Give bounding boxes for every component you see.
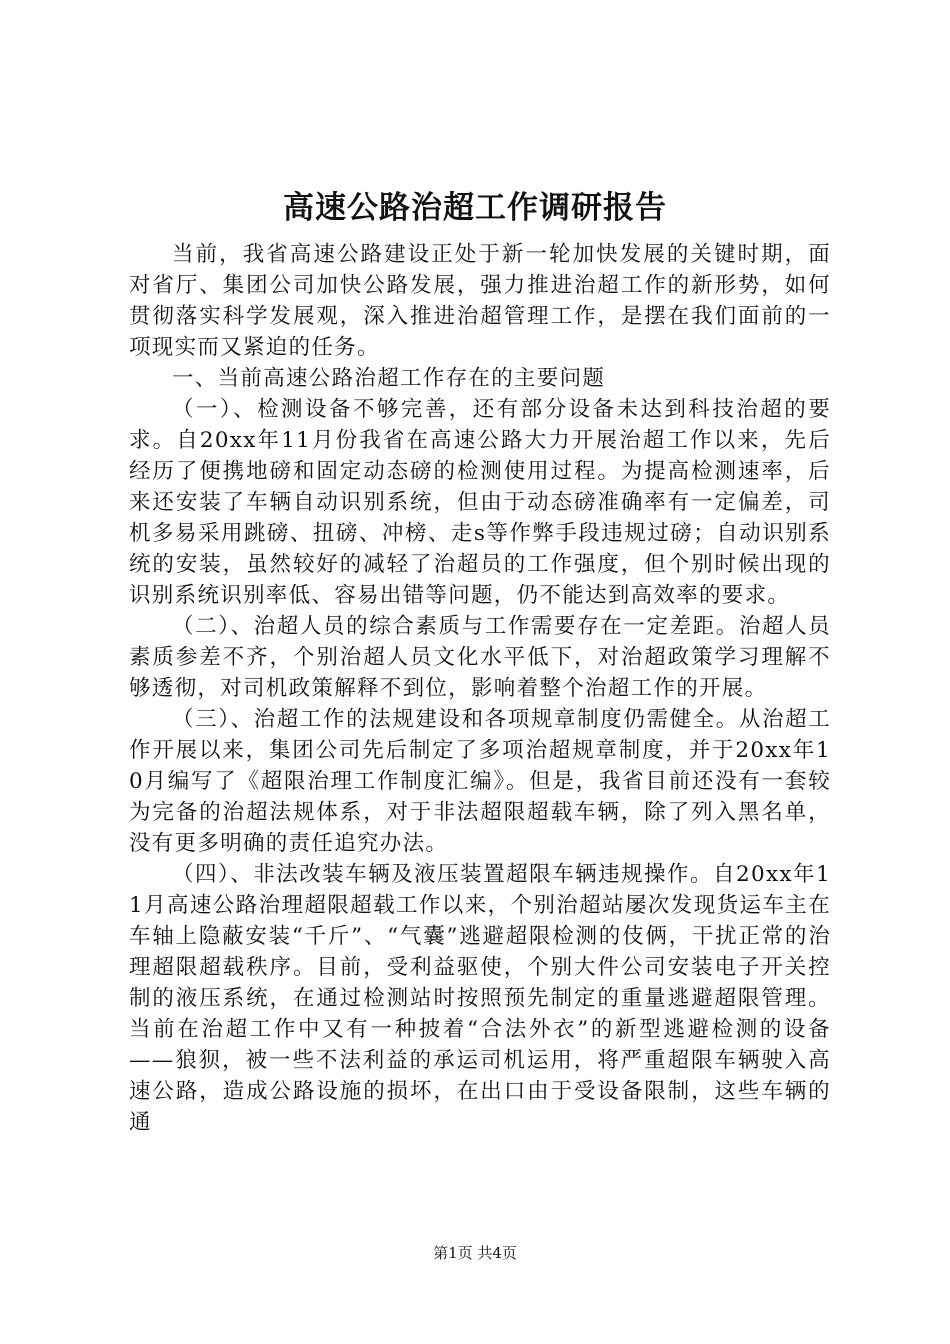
item-paragraph-1: （一）、检测设备不够完善，还有部分设备未达到科技治超的要求。自20xx年11月份我省在高速公路大力开展治超工作以来，先后经历了便携地磅和固定动态磅的检测使用过程。为提高检测速率，后来还安装了车辆自动识别系统，但由于动态磅准确率有一定偏差，司机多易采用跳磅、扭磅、冲榜、走s等作弊手段违规过磅；自动识别系统的安装，虽然较好的减轻了治超员的工作强度，但个别时候出现的识别系统识别率低、容易出错等问题，仍不能达到高效率的要求。 xyxy=(129,397,831,608)
document-body xyxy=(129,239,831,1138)
section-heading: 一、当前高速公路治超工作存在的主要问题 xyxy=(172,366,606,391)
intro-paragraph: 当前，我省高速公路建设正处于新一轮加快发展的关键时期，面对省厅、集团公司加快公路发展，强力推进治超工作的新形势，如何贯彻落实科学发展观，深入推进治超管理工作，是摆在我们面前的一项现实而又紧迫的任务。 xyxy=(129,242,831,360)
item-paragraph-3: （三）、治超工作的法规建设和各项规章制度仍需健全。从治超工作开展以来，集团公司先后制定了多项治超规章制度，并于20xx年10月编写了《超限治理工作制度汇编》。但是，我省目前还没有一套较为完备的治超法规体系，对于非法超限超载车辆，除了列入黑名单，没有更多明确的责任追究办法。 xyxy=(129,707,831,856)
item-paragraph-2: （二）、治超人员的综合素质与工作需要存在一定差距。治超人员素质参差不齐，个别治超人员文化水平低下，对治超政策学习理解不够透彻，对司机政策解释不到位，影响着整个治超工作的开展。 xyxy=(129,614,831,701)
document-title: 高速公路治超工作调研报告 xyxy=(283,190,667,226)
item-paragraph-4: （四）、非法改装车辆及液压装置超限车辆违规操作。自20xx年11月高速公路治理超限超载工作以来，个别治超站屡次发现货运车主在车轴上隐蔽安装“千斤”、“气囊”逃避超限检测的伎俩，干扰正常的治理超限超载秩序。目前，受利益驱使，个别大件公司安装电子开关控制的液压系统，在通过检测站时按照预先制定的重量逃避超限管理。当前在治超工作中又有一种披着“合法外衣”的新型逃避检测的设备——狼狈，被一些不法利益的承运司机运用，将严重超限车辆驶入高速公路，造成公路设施的损坏，在出口由于受设备限制，这些车辆的通 xyxy=(129,862,831,1135)
page-footer: 第1页 共4页 xyxy=(433,1244,517,1262)
